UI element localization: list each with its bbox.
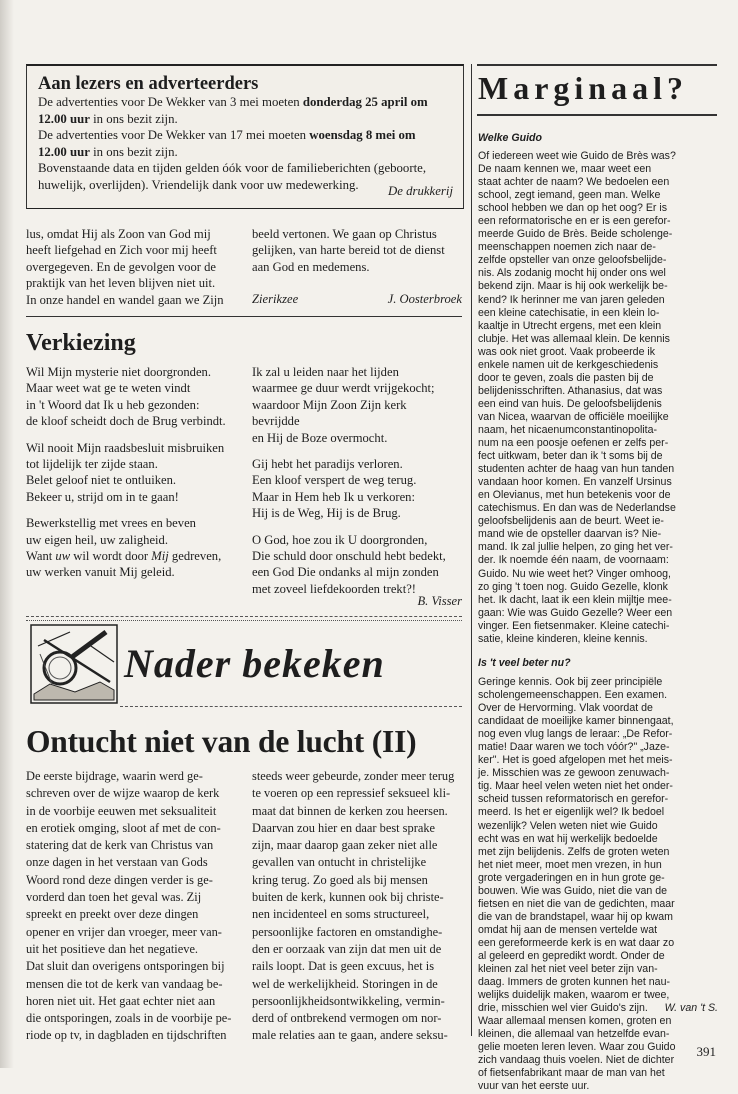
- column-line: met zijn belijdenis. Zelfs de groten weten: [478, 845, 670, 858]
- notice-text: [38, 94, 428, 193]
- notice-signature: De drukkerij: [387, 184, 453, 198]
- poem-line: waardoor Mijn Zoon Zijn kerk: [252, 397, 407, 412]
- text-line: uit het positieve dan het negatieve.: [26, 941, 199, 956]
- column-line: fect uitkwam, beter dan ik 't soms bij de: [478, 450, 663, 463]
- column-line: zo ging 't toen nog. Guido Gezelle, klonk: [478, 580, 668, 593]
- column-line: ker". Het is goed afgelopen met het meis-: [478, 754, 673, 767]
- column-line: naam, het nicaenumconstantinopolita-: [478, 423, 658, 436]
- column-line: vinger. Een fietsenmaker. Kleine catechi-: [478, 619, 670, 632]
- poem-line: Bewerkstellig met vrees en beven: [26, 516, 196, 531]
- column-line: mand wie de opsteller daarvan is? Nie-: [478, 528, 662, 541]
- text-line: horen niet uit. Het gaat echter niet aan: [26, 993, 216, 1008]
- column-line: Guido. Nu wie weet het? Vinger omhoog,: [478, 567, 671, 580]
- text-line: wel de werkelijkheid. Storingen in de: [252, 976, 438, 991]
- text-line: nen incidenteel en soms structureel,: [252, 907, 430, 922]
- poem-stanza: [252, 364, 464, 446]
- poem-emphasis: Mij: [151, 549, 169, 564]
- continuation-right-column: [252, 226, 464, 275]
- column-line: kaaltje in Utrecht ergens, met een klein: [478, 319, 662, 332]
- poem-stanza: [26, 364, 241, 430]
- column-line: zich vandaag thuis voelen. Niet de dichter: [478, 1054, 675, 1067]
- poem-line: Maar weet wat ge te weten vindt: [26, 381, 191, 396]
- column-line: vandaan hoor komen. En vanzelf Ursinus: [478, 476, 672, 489]
- text-line: riode op tv, in dagbladen en tijdschriften: [26, 1028, 227, 1043]
- column-line: je. Misschien was ze gewoon zenuwach-: [478, 767, 670, 780]
- text-line: persoonlijkheidsontwikkeling, vermin-: [252, 993, 445, 1008]
- text-line: statering dat de kerk van Christus van: [26, 838, 214, 853]
- column-line: bekend zijn. Maar is hij ook werkelijk be-: [478, 280, 668, 293]
- text-line: persoonlijke factoren en omstandighe-: [252, 924, 443, 939]
- text-line: praktijk van het leven blijven niet uit.: [26, 276, 216, 291]
- column-line: en Olevianus, met hun betekenis voor de: [478, 489, 671, 502]
- poem-left-column: [26, 364, 241, 581]
- text-line: heeft liefgehad en Zich voor mij heeft: [26, 243, 217, 258]
- banner-rule-top: [26, 616, 462, 617]
- text-line: Dat sluit dan overigens ontsporingen bij: [26, 959, 225, 974]
- column-line: studenten achter de haag van hun tanden: [478, 463, 675, 476]
- column-author: W. van 't S.: [664, 1002, 718, 1014]
- column-divider: [471, 64, 472, 1036]
- column-line: het. Ik dacht, laat ik een klein mijltje mee-: [478, 593, 672, 606]
- continuation-author: J. Oosterbroek: [387, 292, 462, 306]
- text-line: male relaties aan te gaan, andere seksu-: [252, 1028, 448, 1043]
- text-line: beeld vertonen. We gaan op Christus: [252, 227, 437, 241]
- page-edge-shadow: [0, 0, 14, 1068]
- poem-right-column: [252, 364, 464, 597]
- poem-line: Een kloof verspert de weg terug.: [252, 473, 417, 488]
- text-line: te voeren op een repressief seksueel kli-: [252, 786, 451, 801]
- column-line: vuur van het eerste uur.: [478, 1080, 590, 1093]
- poem-line: Bekeer u, strijd om in te gaan!: [26, 489, 179, 504]
- poem-stanza: [252, 456, 464, 522]
- notice-line: [38, 111, 428, 128]
- poem-line: met zoveel liefdekoorden trekt?!: [252, 581, 416, 596]
- poem-line: in 't Woord dat Ik u heb gezonden:: [26, 397, 200, 412]
- poem-line: O God, hoe zou ik U doorgronden,: [252, 532, 428, 547]
- article-title: Ontucht niet van de lucht (II): [26, 724, 417, 759]
- text-line: schreven over de wijze waarop de kerk: [26, 786, 220, 801]
- column-line: grote vergaderingen en in hun grote ge-: [478, 871, 665, 884]
- poem-line: bevrijdde: [252, 414, 300, 429]
- notice-emphasis: woensdag 8 mei om: [309, 128, 416, 142]
- notice-line: [38, 144, 428, 161]
- poem-line: en Hij de Boze overmocht.: [252, 430, 388, 445]
- column-line: satie, kleine kinderen, kleine kennis.: [478, 632, 648, 645]
- column-line: welijks duidelijk maken, waarom er twee,: [478, 989, 670, 1002]
- notice-text-span: in ons bezit zijn.: [89, 111, 178, 126]
- column-line: clubje. Het was allemaal klein. De kennis: [478, 332, 670, 345]
- text-line: De eerste bijdrage, waarin werd ge-: [26, 769, 203, 783]
- poem-line: Ik zal u leiden naar het lijden: [252, 365, 399, 379]
- column-line: Geringe kennis. Ook bij zeer principiële: [478, 676, 663, 688]
- notice-title: Aan lezers en adverteerders: [38, 74, 259, 94]
- text-line: buiten de kerk, kunnen ook bij christe-: [252, 890, 444, 905]
- column-line: Over de Hervorming. Vlak voordat de: [478, 702, 653, 715]
- text-line: Woord rond deze dingen verder is ge-: [26, 872, 213, 887]
- banner-rule-top-2: [26, 620, 462, 621]
- column-line: gelie moeten leren leven. Waar zou Guido: [478, 1041, 676, 1054]
- column-line: een kleine catechisatie, in een klein lo-: [478, 306, 660, 319]
- column-line: een gereformeerde kerk is en wat daar zo: [478, 936, 675, 949]
- poem-line: Hij is de Weg, Hij is de Brug.: [252, 506, 401, 521]
- poem-stanza: [26, 440, 241, 506]
- column-line: het niet meer, moet men vrezen, in hun: [478, 858, 662, 871]
- column-line: was ook niet groot. Vaak probeerde ik: [478, 345, 656, 358]
- text-line: mensen die tot de kerk van vandaag be-: [26, 976, 223, 991]
- notice-text-span: in ons bezit zijn.: [89, 144, 178, 159]
- text-line: derd of ontbrekend vermogen om nor-: [252, 1011, 442, 1026]
- column-line: Waar allemaal mensen komen, groten en: [478, 1015, 672, 1028]
- column-line: Of iedereen weet wie Guido de Brès was?: [478, 150, 676, 162]
- poem-line: uw eigen heil, uw zaligheid.: [26, 532, 168, 547]
- text-line: Daarvan zou hier en daar best sprake: [252, 820, 436, 835]
- article-right-column: [252, 768, 464, 1045]
- column-line: kend? Ik herinner me van jaren geleden: [478, 293, 665, 306]
- poem-text-span: wil wordt door: [70, 549, 152, 564]
- notice-emphasis: 12.00 uur: [38, 111, 90, 126]
- text-line: lus, omdat Hij als Zoon van God mij: [26, 227, 211, 241]
- poem-stanza: [26, 515, 241, 581]
- poem-line: [26, 548, 241, 564]
- text-line: spreekt en preekt over deze dingen: [26, 907, 199, 922]
- column-line: school, zegt iemand, geen man. Welke: [478, 189, 661, 202]
- column-line: meerde Guido de Brès. Beide scholenge-: [478, 228, 673, 241]
- column-line: candidaat de moeilijke kamer binnengaat,: [478, 715, 674, 728]
- column-line: num na een poosje oefenen er zelfs per-: [478, 437, 669, 450]
- poem-line: Maar in Hem heb Ik u verkoren:: [252, 489, 415, 504]
- column-line: een reformatorische en er is een gerefor-: [478, 215, 671, 228]
- column-paragraph-1: [478, 150, 718, 646]
- notice-text-span: De advertenties voor De Wekker van 17 mei moeten: [38, 128, 310, 142]
- poem-text-span: gedreven,: [168, 549, 222, 564]
- column-subheading-1: Welke Guido: [478, 132, 542, 144]
- poem-line: waarmee ge duur werdt vrijgekocht;: [252, 381, 435, 396]
- column-line: matie! Daar waren we toch vóór?" „Jaze-: [478, 741, 670, 754]
- column-line: geloofsbelijdenis aan de beurt. Weet ie-: [478, 515, 664, 528]
- continuation-place: Zierikzee: [252, 292, 299, 306]
- column-line: tig. Maar heel velen weten niet het onder-: [478, 780, 673, 793]
- notice-line: [38, 127, 428, 144]
- column-line: school hebben we dan op het oog? Er is: [478, 202, 668, 215]
- column-line: meenschappen noemen zich naar de-: [478, 241, 656, 254]
- column-line: kleinen zal het niet veel beter zijn van-: [478, 963, 658, 976]
- text-line: opener en vrijer dan vroeger, meer van-: [26, 924, 222, 939]
- notice-text-span: De advertenties voor De Wekker van 3 mei moeten: [38, 95, 303, 109]
- poem-line: de kloof scheidt doch de Brug verbindt.: [26, 414, 226, 429]
- column-line: omdat hij aan de mensen vertelde wat: [478, 923, 658, 936]
- rubric-title: Nader bekeken: [124, 641, 385, 686]
- column-line: nog even vlug langs de leraar: „De Refor-: [478, 728, 673, 741]
- poem-title: Verkiezing: [26, 330, 136, 356]
- text-line: In onze handel en wandel gaan we Zijn: [26, 292, 224, 307]
- notice-line: [38, 94, 428, 111]
- text-line: in de voorbije eeuwen met seksualiteit: [26, 803, 217, 818]
- column-paragraph-2: [478, 676, 718, 1094]
- column-line: zelfde opsteller van onze geloofsbelijde-: [478, 254, 667, 267]
- column-line: bouwen. Wie was Guido, niet die van de: [478, 884, 668, 897]
- notice-emphasis: donderdag 25 april om: [302, 95, 428, 109]
- notice-line: [38, 160, 428, 177]
- column-line: De naam kennen we, maar weet een: [478, 163, 652, 176]
- poem-line: Die schuld door onschuld hebt bedekt,: [252, 549, 446, 564]
- column-line: meerd. Is het er eigenlijk wel? Ik bedoel: [478, 806, 665, 819]
- text-line: die ontsporingen, zoals in de voorbije pe-: [26, 1011, 232, 1026]
- column-line: al geleerd en gepredikt wordt. Onder de: [478, 949, 665, 962]
- article-left-column: [26, 768, 241, 1045]
- column-line: scholengemeenschappen. Een examen.: [478, 689, 668, 702]
- column-line: belijdenisschriften. Athanasius, dat was: [478, 384, 663, 397]
- notice-text-span: Bovenstaande data en tijden gelden óók voor de familieberichten (geboorte,: [38, 161, 427, 175]
- continuation-left-column: [26, 226, 241, 308]
- text-line: overgegeven. En de gevolgen voor de: [26, 259, 217, 274]
- column-line: van Nicea, waarvan de officiële moeilijke: [478, 410, 669, 423]
- poem-line: Belet geloof niet te ontluiken.: [26, 473, 177, 488]
- text-line: gelijken, van harte bereid tot de dienst: [252, 243, 445, 258]
- text-line: aan God en medemens.: [252, 259, 370, 274]
- column-line: een eind van huis. De geloofsbelijdenis: [478, 397, 662, 410]
- column-line: der. Ik noemde één naam, de voornaam:: [478, 554, 669, 567]
- text-line: vorderd dan toen het geval was. Zij: [26, 890, 202, 905]
- column-line: wezenlijk? Velen weten niet wie Guido: [478, 819, 658, 832]
- column-line: die van de brandstapel, waar hij op kwam: [478, 910, 673, 923]
- column-top-rule: [477, 64, 717, 66]
- magnifier-pen-icon: [30, 624, 118, 704]
- text-line: zijn, maar daarop gaan zeker niet alle: [252, 838, 438, 853]
- text-line: rails loopt. Dat is geen excuus, het is: [252, 959, 435, 974]
- column-line: scheid tussen reformatorisch en gerefor-: [478, 793, 669, 806]
- column-line: drie, misschien wel vier Guido's zijn.: [478, 1002, 648, 1015]
- column-title: Marginaal?: [478, 70, 688, 106]
- text-line: onze dagen in het verstaan van Gods: [26, 855, 208, 870]
- column-line: of fietsenfabrikant maar de man van het: [478, 1067, 665, 1080]
- notice-emphasis: 12.00 uur: [38, 144, 90, 159]
- poem-author: B. Visser: [417, 594, 462, 608]
- poem-text-span: Want: [26, 549, 56, 564]
- banner-rule-bottom: [120, 706, 462, 707]
- text-line: den er oorzaak van zijn dat men uit de: [252, 941, 442, 956]
- column-line: daag. Immers de groten kunnen het nau-: [478, 976, 670, 989]
- page-number: 391: [696, 1044, 716, 1059]
- text-line: steeds weer gebeurde, zonder meer terug: [252, 769, 455, 783]
- poem-stanza: [252, 532, 464, 598]
- column-line: mand. Ik zal jullie helpen, zo ging het ver-: [478, 541, 673, 554]
- notice-text-span: huwelijk, overlijden). Vriendelijk dank voor uw medewerking.: [38, 177, 359, 192]
- column-line: echt was en wat hij werkelijk bedoelde: [478, 832, 658, 845]
- poem-line: Wil Mijn mysterie niet doorgronden.: [26, 365, 211, 379]
- column-line: fietsen en niet die van de gedichten, maar: [478, 897, 675, 910]
- poem-line: Gij hebt het paradijs verloren.: [252, 457, 403, 472]
- column-line: enkele namen uit de kerkgeschiedenis: [478, 358, 659, 371]
- column-line: kleinen, die allemaal van hetzelfde evan-: [478, 1028, 670, 1041]
- column-line: door te geven, zoals die pasten bij de: [478, 371, 654, 384]
- text-line: kring terug. Zo goed als bij mensen: [252, 872, 428, 887]
- poem-emphasis: uw: [55, 549, 71, 564]
- column-subheading-2: Is 't veel beter nu?: [478, 657, 571, 669]
- poem-line: een God Die ondanks al mijn zonden: [252, 565, 439, 580]
- column-title-rule: [477, 114, 717, 116]
- column-line: staat achter de naam? We bedoelen een: [478, 176, 670, 189]
- poem-line: Wil nooit Mijn raadsbesluit misbruiken: [26, 440, 225, 455]
- divider: [26, 316, 462, 317]
- poem-line: uw werken vanuit Mij geleid.: [26, 565, 175, 580]
- text-line: maat dat binnen de kerken zou heersen.: [252, 803, 448, 818]
- column-line: gaan: Wie was Guido Gezelle? Weer een: [478, 606, 673, 619]
- poem-line: tot lijdelijk ter zijde staan.: [26, 457, 158, 472]
- column-line: nis. Als zodanig mocht hij onder ons wel: [478, 267, 666, 280]
- text-line: gevallen van ontucht in christelijke: [252, 855, 427, 870]
- column-line: catechismus. En dan was de Nederlandse: [478, 502, 676, 515]
- text-line: en erotiek omging, sloot af met de con-: [26, 820, 221, 835]
